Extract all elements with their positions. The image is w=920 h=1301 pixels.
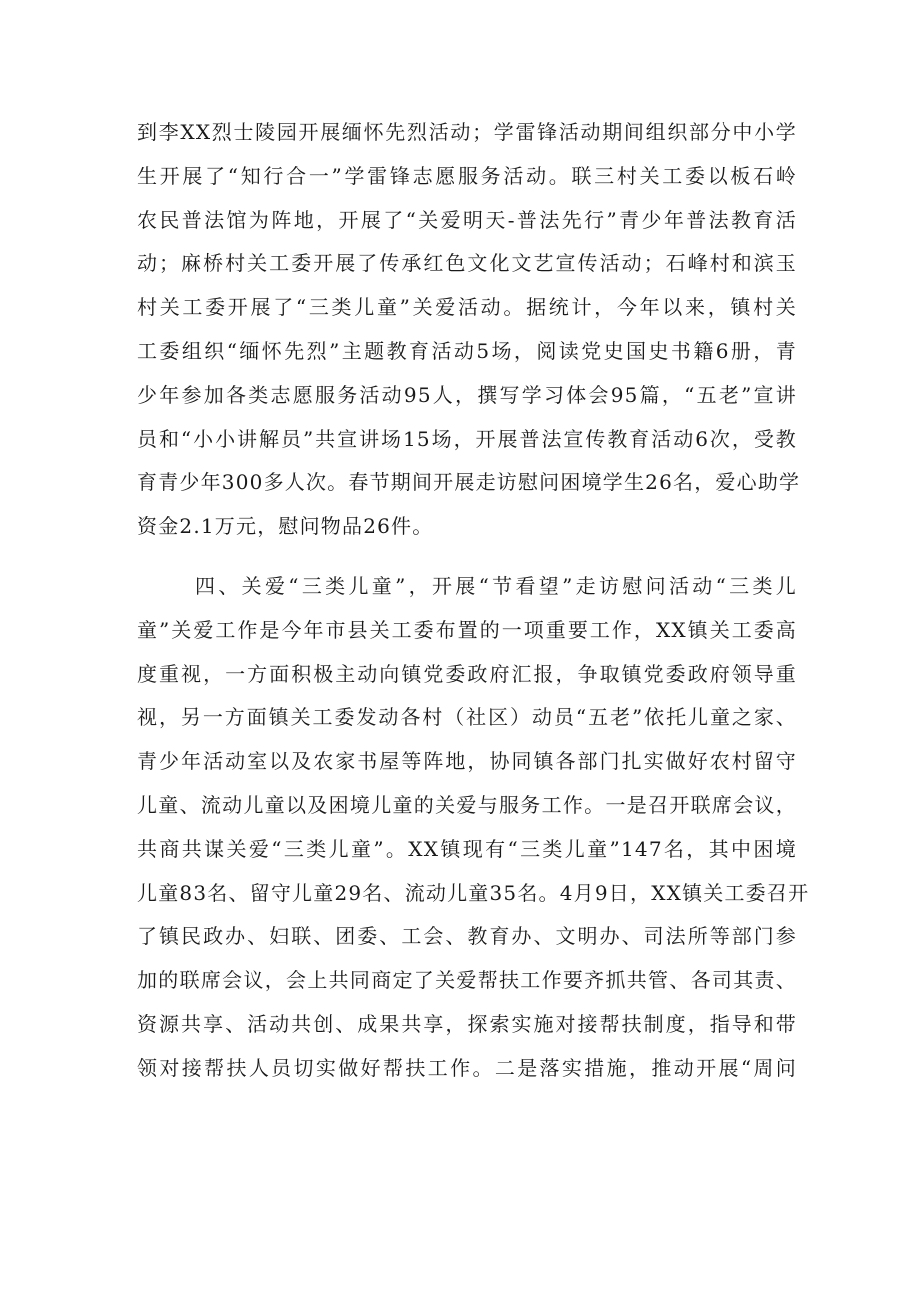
paragraph-1 xyxy=(137,111,801,549)
text-line: 农民普法馆为阵地，开展了“关爱明天-普法先行”青少年普法教育活 xyxy=(137,207,797,232)
text-line: 少年参加各类志愿服务活动95人，撰写学习体会95篇，“五老”宣讲 xyxy=(137,382,797,407)
text-line: 育青少年300多人次。春节期间开展走访慰问困境学生26名，爱心助学 xyxy=(137,470,801,495)
text-line: 儿童83名、留守儿童29名、流动儿童35名。4月9日，XX镇关工委召开 xyxy=(137,880,810,905)
text-line: 了镇民政办、妇联、团委、工会、教育办、文明办、司法所等部门参 xyxy=(137,924,797,949)
text-line: 到李XX烈士陵园开展缅怀先烈活动；学雷锋活动期间组织部分中小学 xyxy=(137,120,797,144)
text-line: 度重视，一方面积极主动向镇党委政府汇报，争取镇党委政府领导重 xyxy=(137,661,797,686)
text-line: 工委组织“缅怀先烈”主题教育活动5场，阅读党史国史书籍6册，青 xyxy=(137,338,797,363)
text-line: 资金2.1万元，慰问物品26件。 xyxy=(137,514,434,539)
text-line: 动；麻桥村关工委开展了传承红色文化文艺宣传活动；石峰村和滨玉 xyxy=(137,251,797,276)
text-line: 员和“小小讲解员”共宣讲场15场，开展普法宣传教育活动6次，受教 xyxy=(137,426,797,451)
text-line: 儿童、流动儿童以及困境儿童的关爱与服务工作。一是召开联席会议， xyxy=(137,792,797,817)
text-line: 生开展了“知行合一”学雷锋志愿服务活动。联三村关工委以板石岭 xyxy=(137,163,797,188)
document-body xyxy=(137,111,810,1091)
text-line: 领对接帮扶人员切实做好帮扶工作。二是落实措施，推动开展“周问 xyxy=(137,1055,797,1080)
text-line: 四、关爱“三类儿童”，开展“节看望”走访慰问活动“三类儿 xyxy=(195,573,797,598)
text-line: 加的联席会议，会上共同商定了关爱帮扶工作要齐抓共管、各司其责、 xyxy=(137,968,797,993)
text-line: 视，另一方面镇关工委发动各村（社区）动员“五老”依托儿童之家、 xyxy=(137,705,797,730)
text-line: 青少年活动室以及农家书屋等阵地，协同镇各部门扎实做好农村留守 xyxy=(137,749,797,774)
text-line: 资源共享、活动共创、成果共享，探索实施对接帮扶制度，指导和带 xyxy=(137,1011,797,1036)
text-line: 童”关爱工作是今年市县关工委布置的一项重要工作，XX镇关工委高 xyxy=(137,617,797,642)
paragraph-gap xyxy=(137,549,797,565)
text-line: 共商共谋关爱“三类儿童”。XX镇现有“三类儿童”147名，其中困境 xyxy=(137,836,797,861)
paragraph-2 xyxy=(137,565,810,1091)
text-line: 村关工委开展了“三类儿童”关爱活动。据统计，今年以来，镇村关 xyxy=(137,295,797,320)
